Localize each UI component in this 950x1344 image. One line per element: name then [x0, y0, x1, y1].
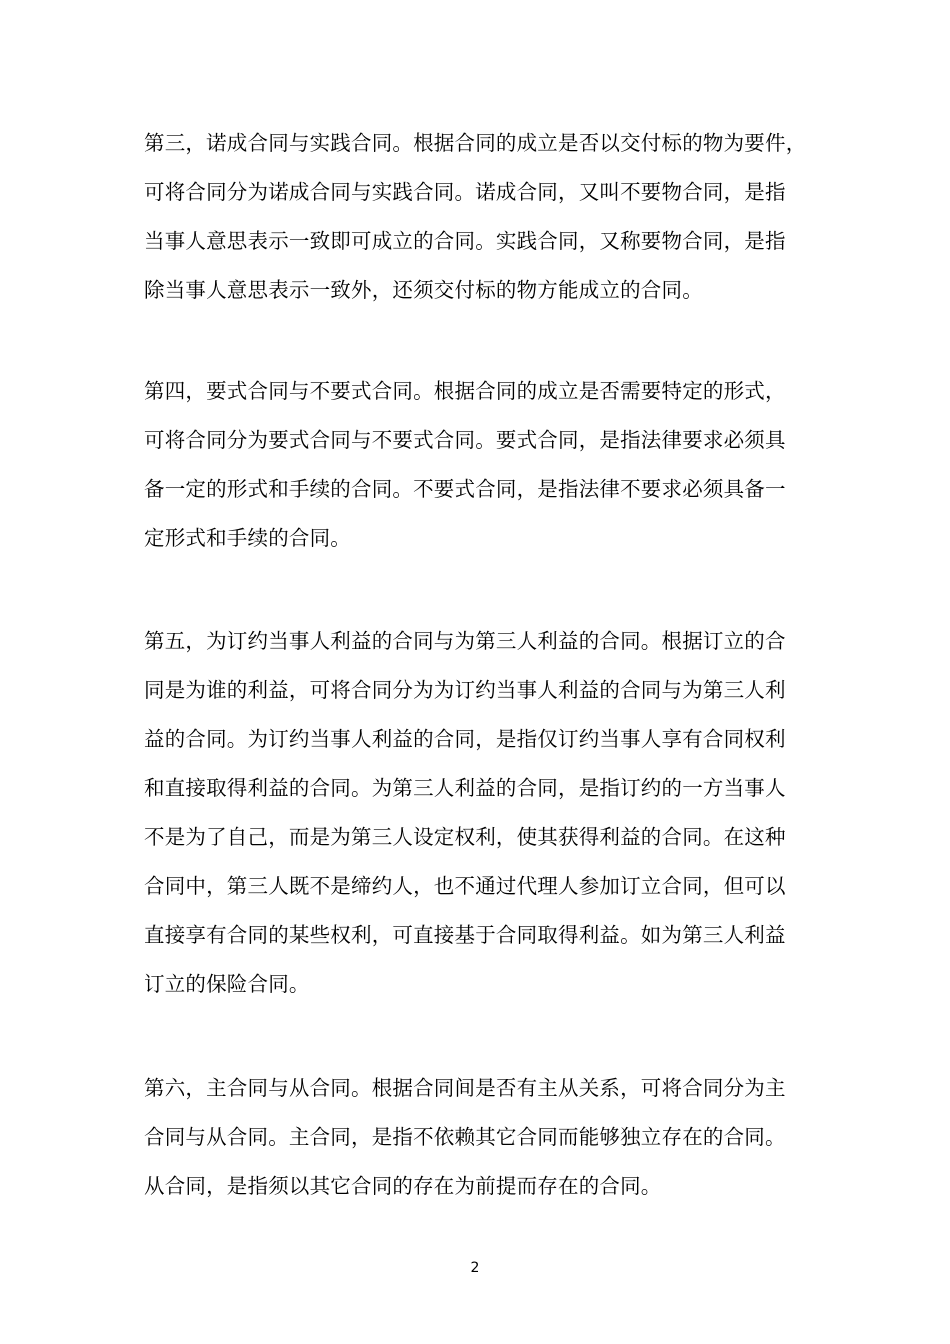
- page-number: 2: [470, 1260, 480, 1276]
- paragraph-line: 可将合同分为要式合同与不要式合同。要式合同，是指法律要求必须具: [144, 428, 786, 452]
- paragraph-line: 不是为了自己，而是为第三人设定权利，使其获得利益的合同。在这种: [144, 825, 786, 849]
- paragraph-line: 和直接取得利益的合同。为第三人利益的合同，是指订约的一方当事人: [144, 776, 786, 800]
- paragraph-line: 第三，诺成合同与实践合同。根据合同的成立是否以交付标的物为要件，: [144, 131, 807, 155]
- paragraph-line: 从合同，是指须以其它合同的存在为前提而存在的合同。: [144, 1174, 662, 1198]
- paragraph-line: 备一定的形式和手续的合同。不要式合同，是指法律不要求必须具备一: [144, 477, 786, 501]
- paragraph-fifth: [144, 617, 808, 1009]
- paragraph-line: 第五，为订约当事人利益的合同与为第三人利益的合同。根据订立的合: [144, 629, 786, 653]
- paragraph-line: 除当事人意思表示一致外，还须交付标的物方能成立的合同。: [144, 278, 703, 302]
- paragraph-line: 合同中，第三人既不是缔约人，也不通过代理人参加订立合同，但可以: [144, 874, 786, 898]
- paragraph-line: 直接享有合同的某些权利，可直接基于合同取得利益。如为第三人利益: [144, 923, 786, 947]
- paragraph-line: 当事人意思表示一致即可成立的合同。实践合同，又称要物合同，是指: [144, 229, 786, 253]
- paragraph-line: 订立的保险合同。: [144, 972, 310, 996]
- paragraph-sixth: [144, 1064, 808, 1211]
- paragraph-fourth: [144, 367, 808, 563]
- paragraph-line: 同是为谁的利益，可将合同分为为订约当事人利益的合同与为第三人利: [144, 678, 786, 702]
- paragraph-line: 定形式和手续的合同。: [144, 526, 351, 550]
- paragraph-line: 益的合同。为订约当事人利益的合同，是指仅订约当事人享有合同权利: [144, 727, 786, 751]
- paragraph-line: 第四，要式合同与不要式合同。根据合同的成立是否需要特定的形式，: [144, 379, 786, 403]
- paragraph-line: 可将合同分为诺成合同与实践合同。诺成合同，又叫不要物合同，是指: [144, 180, 786, 204]
- paragraph-line: 合同与从合同。主合同，是指不依赖其它合同而能够独立存在的合同。: [144, 1125, 786, 1149]
- paragraph-line: 第六，主合同与从合同。根据合同间是否有主从关系，可将合同分为主: [144, 1076, 786, 1100]
- paragraph-third: [144, 119, 808, 315]
